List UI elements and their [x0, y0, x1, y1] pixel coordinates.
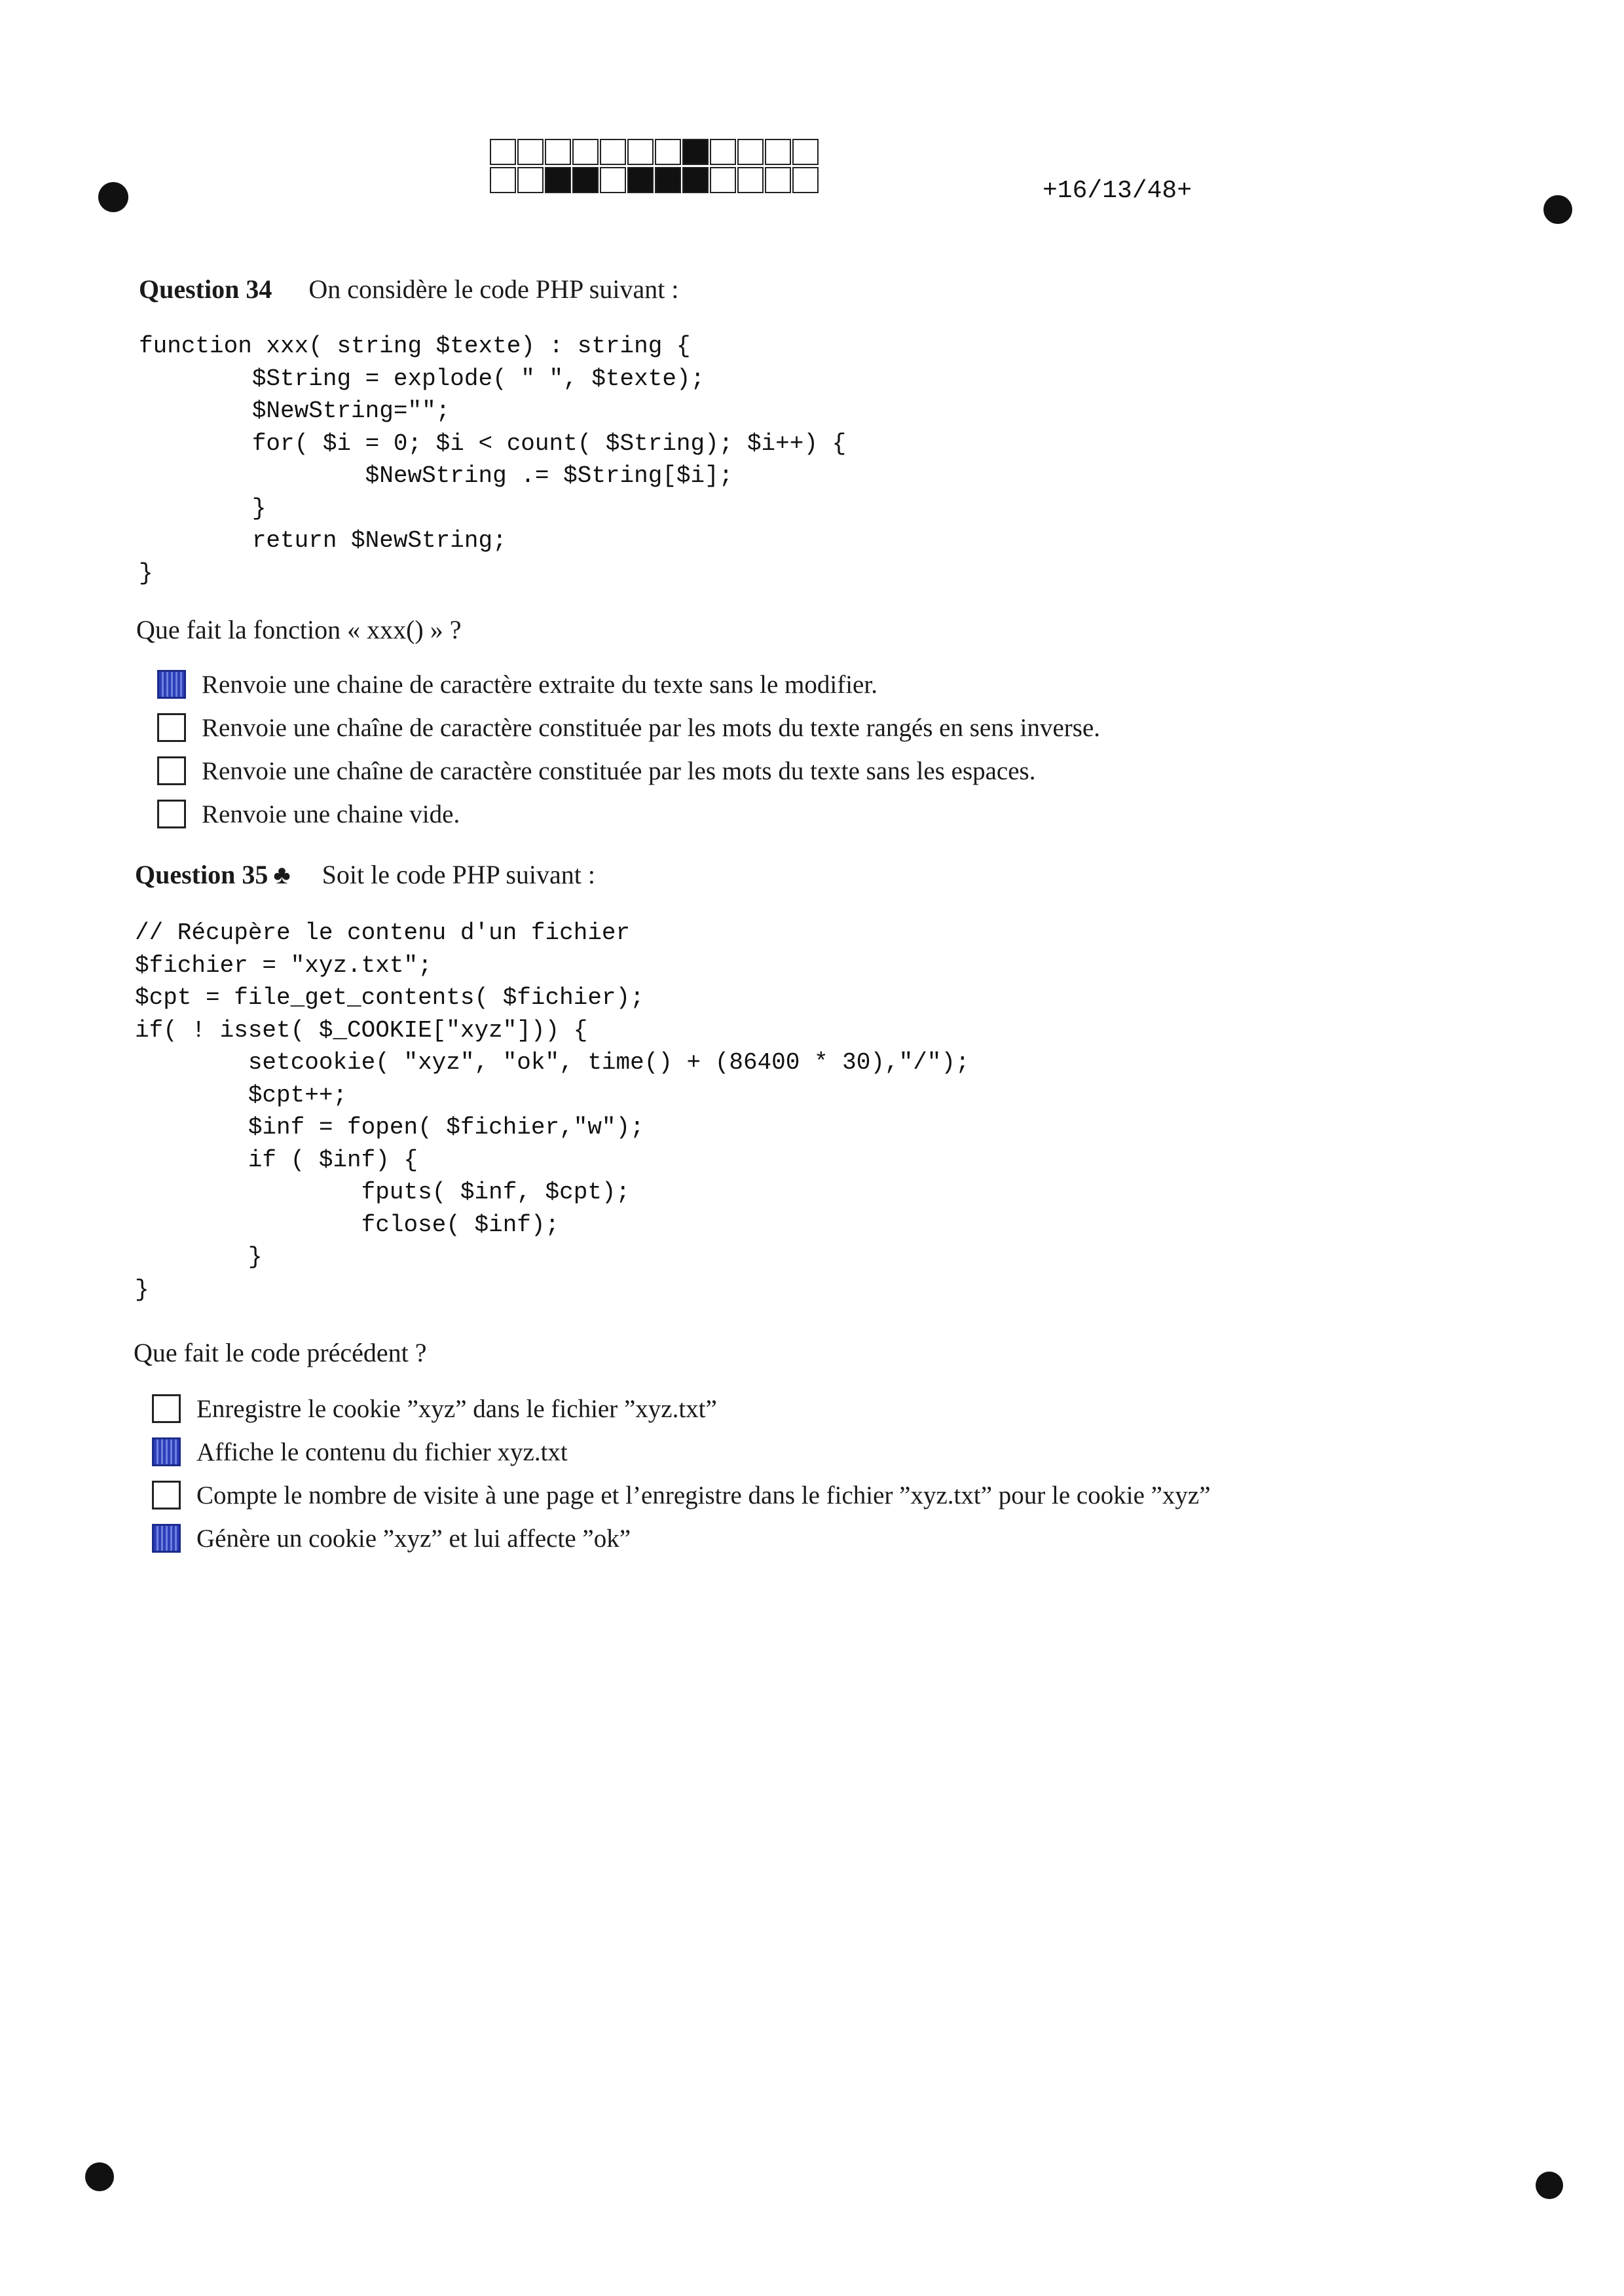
page-barcode [490, 139, 820, 195]
answer-checkbox[interactable] [157, 713, 186, 742]
barcode-cell [737, 139, 764, 165]
answer-checkbox[interactable] [157, 800, 186, 828]
answer-label: Renvoie une chaîne de caractère constituée par les mots du texte rangés en sens inverse. [202, 713, 1101, 742]
registration-dot-top-left [98, 182, 128, 212]
question-34-header [139, 274, 678, 305]
answer-label: Renvoie une chaine de caractère extraite du texte sans le modifier. [202, 670, 877, 699]
barcode-cell [627, 167, 654, 193]
question-number: Question 34 [139, 274, 272, 304]
answer-option[interactable] [157, 706, 1100, 749]
answer-label: Renvoie une chaine vide. [202, 800, 460, 828]
answer-option[interactable] [152, 1473, 1211, 1517]
answer-label: Compte le nombre de visite à une page et l’enregistre dans le fichier ”xyz.txt” pour le cookie ”xyz” [196, 1481, 1211, 1509]
barcode-cell [517, 167, 544, 193]
barcode-cell [655, 139, 681, 165]
answer-option[interactable] [157, 663, 1100, 706]
barcode-cell [710, 139, 736, 165]
barcode-cell [572, 167, 599, 193]
barcode-cell [600, 167, 626, 193]
registration-dot-bottom-left [85, 2162, 114, 2191]
registration-dot-top-right [1543, 195, 1572, 224]
answer-label: Génère un cookie ”xyz” et lui affecte ”ok” [196, 1524, 631, 1553]
registration-dot-bottom-right [1536, 2172, 1563, 2199]
barcode-cell [490, 139, 516, 165]
answer-label: Renvoie une chaîne de caractère constituée par les mots du texte sans les espaces. [202, 756, 1036, 785]
question-34-code-block: function xxx( string $texte) : string { $String = explode( " ", $texte); $NewString=""; for( $i = 0; $i < count( $String); $i++) { $NewString .= $String[$i]; } return $NewString; } [139, 333, 847, 587]
barcode-cell [600, 139, 626, 165]
question-34-prompt: Que fait la fonction « xxx() » ? [136, 615, 462, 644]
barcode-cell [765, 139, 791, 165]
answer-option[interactable] [152, 1387, 1211, 1430]
question-35-header [135, 859, 595, 890]
answer-checkbox[interactable] [152, 1524, 181, 1553]
answer-option[interactable] [152, 1517, 1211, 1560]
barcode-cell [545, 139, 571, 165]
answer-option[interactable] [157, 792, 1100, 836]
barcode-cell [682, 167, 709, 193]
barcode-row [490, 167, 820, 193]
barcode-cell [490, 167, 516, 193]
answer-checkbox[interactable] [157, 756, 186, 785]
answer-checkbox[interactable] [157, 670, 186, 699]
barcode-cell [655, 167, 681, 193]
barcode-cell [545, 167, 571, 193]
question-intro: On considère le code PHP suivant : [308, 274, 679, 304]
question-35-prompt: Que fait le code précédent ? [134, 1338, 427, 1367]
question-35-answer-list [152, 1387, 1211, 1560]
barcode-cell [792, 139, 819, 165]
page-identifier: +16/13/48+ [1043, 177, 1192, 205]
answer-checkbox[interactable] [152, 1481, 181, 1509]
answer-checkbox[interactable] [152, 1394, 181, 1423]
answer-option[interactable] [152, 1430, 1211, 1473]
barcode-cell [792, 167, 819, 193]
question-intro: Soit le code PHP suivant : [322, 860, 596, 889]
barcode-cell [627, 139, 654, 165]
club-icon: ♣ [273, 860, 291, 889]
answer-label: Enregistre le cookie ”xyz” dans le fichier ”xyz.txt” [196, 1394, 717, 1423]
question-number: Question 35 [135, 860, 268, 889]
barcode-cell [710, 167, 736, 193]
question-34-answer-list [157, 663, 1100, 836]
barcode-cell [572, 139, 599, 165]
barcode-row [490, 139, 820, 165]
barcode-cell [682, 139, 709, 165]
answer-label: Affiche le contenu du fichier xyz.txt [196, 1437, 568, 1466]
barcode-cell [517, 139, 544, 165]
barcode-cell [765, 167, 791, 193]
question-35-code-block: // Récupère le contenu d'un fichier $fichier = "xyz.txt"; $cpt = file_get_contents( $fichier); if( ! isset( $_COOKIE["xyz"])) { setcookie( "xyz", "ok", time() + (86400 * 30),"/"); $cpt++; $inf = fopen( $fichier,"w"); if ( $inf) { fputs( $inf, $cpt); fclose( $inf); } } [135, 919, 970, 1303]
answer-checkbox[interactable] [152, 1437, 181, 1466]
barcode-cell [737, 167, 764, 193]
answer-option[interactable] [157, 749, 1100, 792]
